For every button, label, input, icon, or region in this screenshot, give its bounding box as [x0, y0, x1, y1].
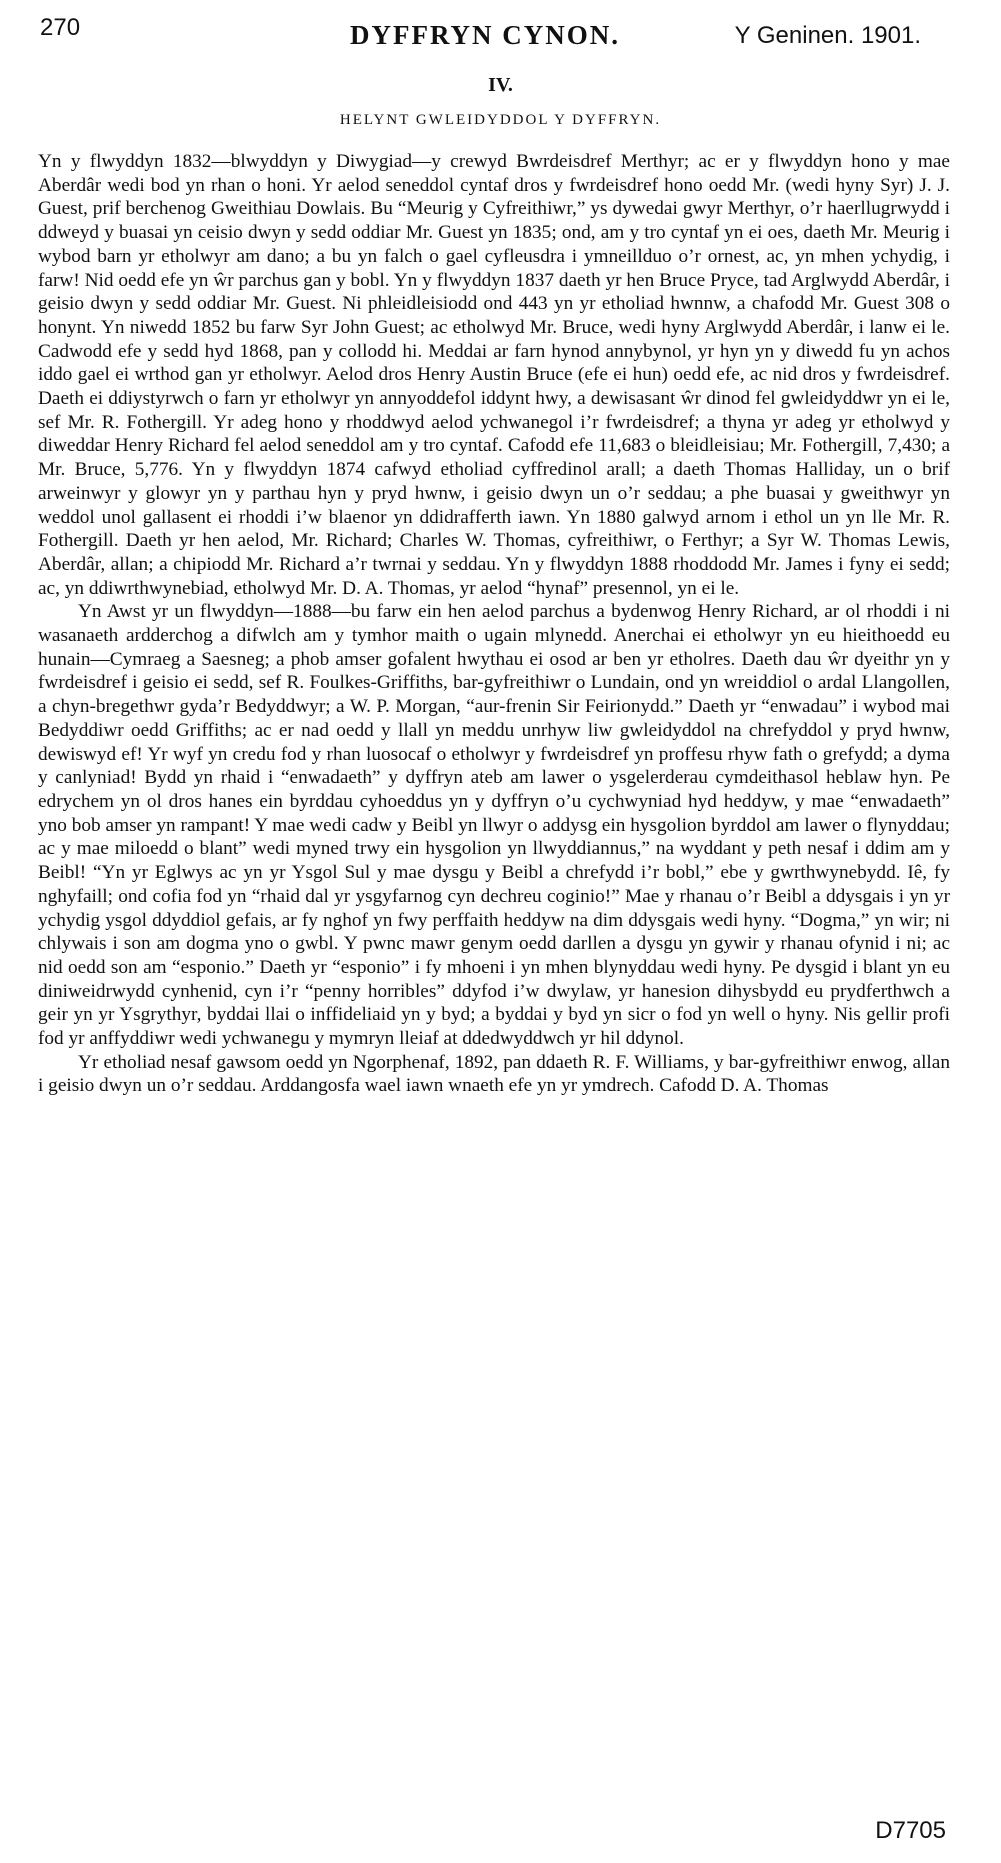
article-body [38, 150, 950, 1098]
paragraph-2: Yn Awst yr un flwyddyn—1888—bu farw ein hen aelod parchus a bydenwog Henry Richard, ar ol rhoddi i ni wasanaeth ardderchog a difwlch am y tymhor maith o ugain mlynedd. Anerchai ei etholwyr yn eu hieithoedd eu hunain—Cymraeg a Saesneg; a phob amser gofalent hwythau ei osod ar ben yr etholres. Daeth dau ŵr dyeithr yn y fwrdeisdref i geisio ei sedd, sef R. Foulkes-Griffiths, bar-gyfreithiwr o Lundain, ond yn wreiddiol o ardal Llangollen, a chyn-bregethwr gyda’r Bedyddwyr; a W. P. Morgan, “aur-frenin Sir Feirionydd.” Daeth yr “enwadau” i wybod mai Bedyddiwr oedd Griffiths; ac er nad oedd y llall yn meddu unrhyw liw gwleidyddol na chrefyddol y pryd hwnw, dewiswyd ef! Yr wyf yn credu fod y rhan luosocaf o etholwyr y fwrdeisdref yn proffesu rhyw fath o grefydd; a dyma y canlyniad! Bydd yn rhaid i “enwadaeth” y dyffryn ateb am lawer o ysgelerderau cymdeithasol heblaw hyn. Pe edrychem yn ol dros hanes ein byrddau cyhoeddus yn y dyffryn o’u cychwyniad hyd heddyw, y mae “enwadaeth” yno bob amser yn rampant! Y mae wedi cadw y Beibl yn llwyr o addysg ein hysgolion byrddol am lawer o flynyddau; ac y mae miloedd o blant” wedi myned trwy ein hysgolion yn llwyddiannus,” na wyddant y peth nesaf i ddim am y Beibl! “Yn yr Eglwys ac yn yr Ysgol Sul y mae dysgu y Beibl a chrefydd i’r bobl,” ebe y gwrthwynebydd. Iê, fy nghyfaill; ond cofia fod yn “rhaid dal yr ysgyfarnog cyn dechreu coginio!” Mae y rhanau o’r Beibl a ddysgais i yn yr ychydig ysgol ddyddiol gefais, ar fy nghof yn fwy perffaith heddyw na dim ddysgais wedi hyny. “Dogma,” yn wir; ni chlywais i son am dogma yno o gwbl. Y pwnc mawr genym oedd darllen a dysgu yn gywir y rhanau ofynid i ni; ac nid oedd son am “esponio.” Daeth yr “esponio” i fy mhoeni i yn mhen blynyddau wedi hyny. Pe dysgid i blant yn eu diniweidrwydd cynhenid, cyn i’r “penny horribles” ddyfod i’w dwylaw, yr hanesion dihysbydd eu prydferthwch a geir yn yr Ysgrythyr, byddai llai o inffideliaid yn y byd; a byddai y byd yn sicr o fod yn well o hyny. Nis gellir profi fod yr anffyddiwr wedi ychwanegu y mymryn lleiaf at ddedwyddwch yr hil ddynol. [38, 601, 950, 1050]
source-citation: Y Geninen. 1901. [734, 22, 921, 49]
section-number: IV. [488, 74, 513, 96]
page-number: 270 [40, 14, 81, 41]
section-title: HELYNT GWLEIDYDDOL Y DYFFRYN. [339, 112, 662, 128]
archive-code: D7705 [875, 1817, 946, 1844]
page-header [40, 8, 961, 52]
paragraph-1: Yn y flwyddyn 1832—blwyddyn y Diwygiad—y crewyd Bwrdeisdref Merthyr; ac er y flwyddyn hono y mae Aberdâr wedi bod yn rhan o honi. Yr aelod seneddol cyntaf dros y fwrdeisdref hono oedd Mr. (wedi hyny Syr) J. J. Guest, prif berchenog Gweithiau Dowlais. Bu “Meurig y Cyfreithiwr,” ys dywedai gwyr Merthyr, o’r haerllugrwydd i ddweyd y buasai yn ceisio dwyn y sedd oddiar Mr. Guest yn 1835; ond, am y tro cyntaf yn ei oes, daeth Mr. Meurig i wybod barn yr etholwyr am dano; a bu yn falch o gael cyfleusdra i ymneillduo o’r ornest, ac, yn mhen ychydig, i farw! Nid oedd efe yn ŵr parchus gan y bobl. Yn y flwyddyn 1837 daeth yr hen Bruce Pryce, tad Arglwydd Aberdâr, i geisio dwyn y sedd oddiar Mr. Guest. Ni phleidleisiodd ond 443 yn yr etholiad hwnnw, a chafodd Mr. Guest 308 o honynt. Yn niwedd 1852 bu farw Syr John Guest; ac etholwyd Mr. Bruce, wedi hyny Arglwydd Aberdâr, i lanw ei le. Cadwodd efe y sedd hyd 1868, pan y collodd hi. Meddai ar farn hynod annybynol, yr hyn yn y diwedd fu yn achos iddo gael ei wrthod gan yr etholwyr. Aelod dros Henry Austin Bruce (efe ei hun) oedd efe, ac nid dros y fwrdeisdref. Daeth ei ddiystyrwch o farn yr etholwyr yn annyoddefol iddynt hwy, a dewisasant ŵr dinod fel gwleidyddwr yn ei le, sef Mr. R. Fothergill. Yr adeg hono y rhoddwyd aelod ychwanegol i’r fwrdeisdref; a thyna yr adeg yr etholwyd y diweddar Henry Richard fel aelod seneddol am y tro cyntaf. Cafodd efe 11,683 o bleidleisiau; Mr. Fothergill, 7,430; a Mr. Bruce, 5,776. Yn y flwyddyn 1874 cafwyd etholiad cyffredinol arall; a daeth Thomas Halliday, un o brif arweinwyr y glowyr yn y parthau hyn y pryd hwnw, i geisio dwyn un o’r seddau; a phe buasai y gweithwyr yn weddol unol gallasent ei rhoddi i’w blaenor yn ddidrafferth iawn. Yn 1880 galwyd arnom i ethol un yn lle Mr. R. Fothergill. Daeth yr hen aelod, Mr. Richard; Charles W. Thomas, cyfreithiwr, o Ferthyr; a Syr W. Thomas Lewis, Aberdâr, allan; a chipiodd Mr. Richard a’r twrnai y seddau. Yn y flwyddyn 1888 rhoddodd Mr. James i fyny ei sedd; ac, yn ddiwrthwynebiad, etholwyd Mr. D. A. Thomas, yr aelod “hynaf” presennol, yn ei le. [38, 151, 950, 599]
running-title: DYFFRYN CYNON. [350, 20, 621, 50]
paragraph-3: Yr etholiad nesaf gawsom oedd yn Ngorphenaf, 1892, pan ddaeth R. F. Williams, y bar-gyfreithiwr enwog, allan i geisio dwyn un o’r seddau. Arddangosfa wael iawn wnaeth efe yn yr ymdrech. Cafodd D. A. Thomas [38, 1051, 950, 1097]
